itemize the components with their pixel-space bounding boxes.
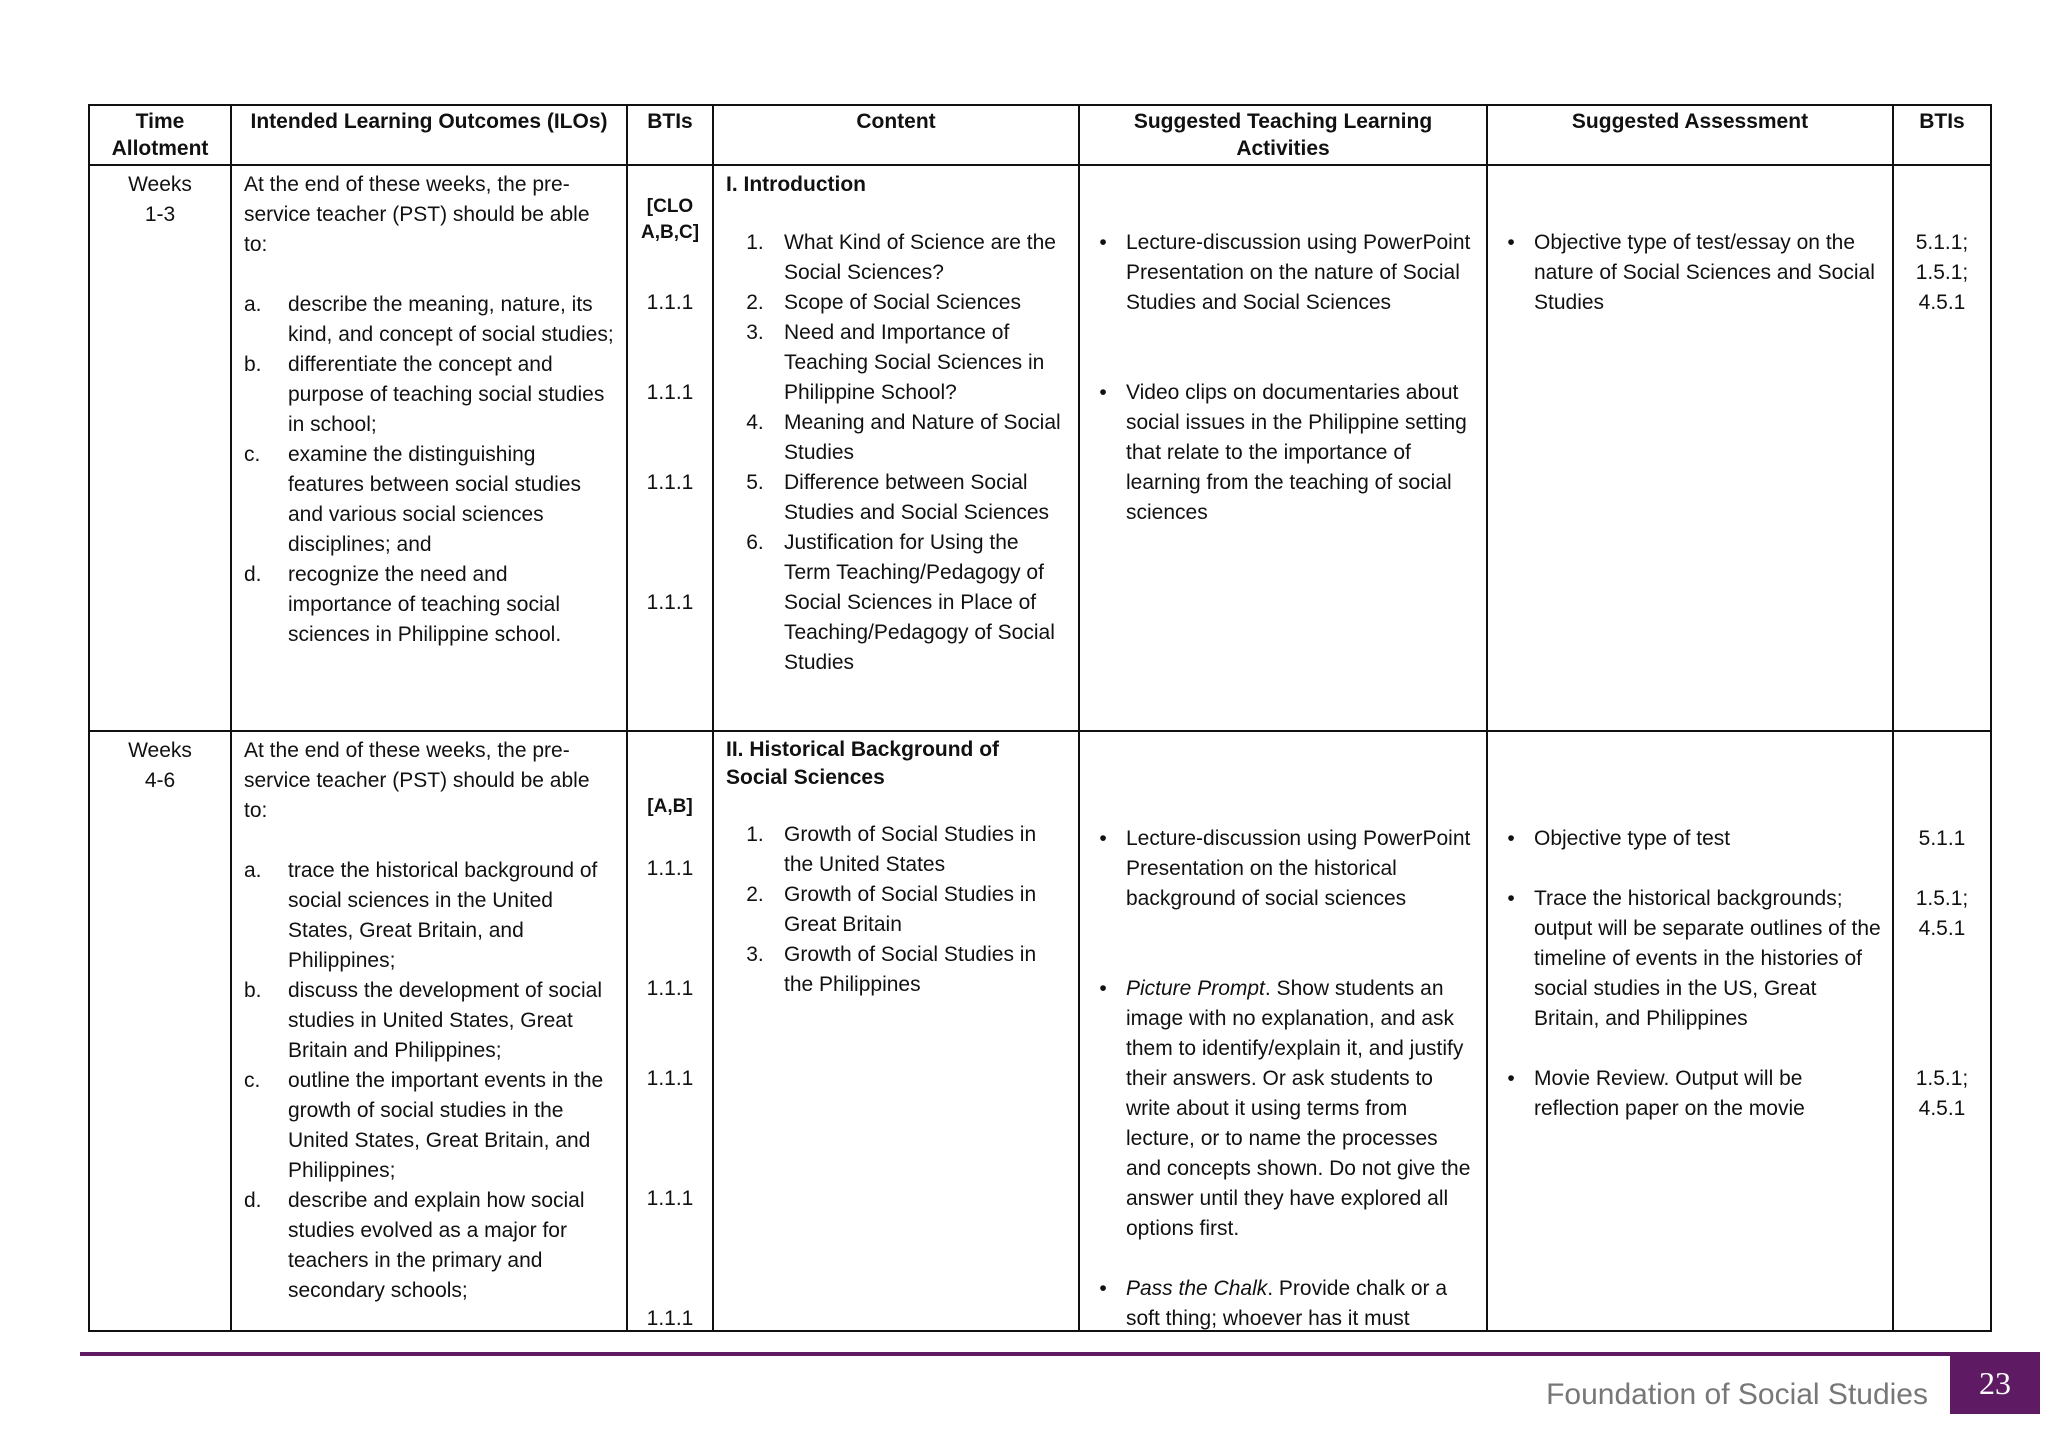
list-marker: 5. [746,471,764,494]
activity-lead: Picture Prompt [1126,977,1265,1000]
list-text: discuss the development of social studies in United States, Great Britain and Philippines; [288,979,603,1062]
btis-2-cell [1893,731,1991,1331]
list-item [726,528,1066,678]
bullet-text: Movie Review. Output will be reflection paper on the movie [1534,1067,1805,1120]
list-marker: 4. [746,411,764,434]
list-item [726,468,1066,528]
activity-body: . Provide chalk or a soft thing; whoever has it must [1126,1277,1448,1330]
header-time-allotment: Time Allotment [89,105,231,165]
list-marker: a. [244,293,262,316]
activity-lead: Pass the Chalk [1126,1277,1268,1300]
time-allotment-cell [89,165,231,731]
list-marker: b. [244,353,262,376]
list-text: Scope of Social Sciences [784,291,1021,314]
list-marker: b. [244,979,262,1002]
list-text: Meaning and Nature of Social Studies [784,411,1061,464]
btis-value: 1.1.1 [646,471,694,494]
list-marker: d. [244,563,262,586]
header-activities: Suggested Teaching Learning Activities [1079,105,1487,165]
btis-value: 4.5.1 [1918,1097,1966,1120]
btis-value: 1.5.1; [1915,887,1969,910]
list-item [244,290,614,350]
btis-value: 1.1.1 [646,977,694,1000]
btis-value: 1.1.1 [646,1187,694,1210]
list-text: trace the historical background of social sciences in the United States, Great Britain, and Philippines; [288,859,598,972]
list-marker: a. [244,859,262,882]
bullet-icon: • [1507,827,1515,850]
bullet-icon: • [1507,231,1515,254]
bullet-text: Objective type of test/essay on the nature of Social Sciences and Social Studies [1534,231,1875,314]
list-text: differentiate the concept and purpose of teaching social studies in school; [288,353,605,436]
btis-value: 1.1.1 [646,291,694,314]
assessment-cell [1487,165,1893,731]
list-marker: d. [244,1189,262,1212]
bullet-icon: • [1507,887,1515,910]
list-marker: 3. [746,321,764,344]
header-assessment: Suggested Assessment [1487,105,1893,165]
bullet-text: Lecture-discussion using PowerPoint Presentation on the nature of Social Studies and Social Sciences [1126,231,1471,314]
btis-value: 1.1.1 [646,591,694,614]
ilo-cell [231,731,627,1331]
bullet-text: Trace the historical backgrounds; output will be separate outlines of the timeline of events in the histories of social studies in the US, Great Britain, and Philippines [1534,887,1881,1030]
btis-cell [627,165,713,731]
btis-2-cell [1893,165,1991,731]
list-marker: 3. [746,943,764,966]
list-text: outline the important events in the growth of social studies in the United States, Great Britain, and Philippines; [288,1069,604,1182]
bullet-item [1488,228,1884,318]
list-text: Growth of Social Studies in the United States [784,823,1037,876]
table-row [89,731,1991,1331]
btis-clo-label: [CLO A,B,C] [640,196,700,243]
bullet-text: Lecture-discussion using PowerPoint Presentation on the historical background of social sciences [1126,827,1471,910]
time-weeks-range: 4-6 [144,769,176,792]
bullet-item [1080,974,1478,1244]
activities-cell [1079,731,1487,1331]
ilo-intro: At the end of these weeks, the pre-service teacher (PST) should be able to: [244,739,590,822]
bullet-icon: • [1099,827,1107,850]
list-item [244,856,614,976]
bullet-text: Video clips on documentaries about social issues in the Philippine setting that relate to the importance of learning from the teaching of social sciences [1126,381,1467,524]
list-text: examine the distinguishing features between social studies and various social sciences disciplines; and [288,443,582,556]
list-item [244,1186,614,1306]
list-item [244,560,614,650]
bullet-item [1080,824,1478,914]
list-text: Justification for Using the Term Teaching/Pedagogy of Social Sciences in Place of Teaching/Pedagogy of Social Studies [784,531,1055,674]
list-text: describe and explain how social studies evolved as a major for teachers in the primary and secondary schools; [288,1189,585,1302]
btis-value: 1.1.1 [646,1067,694,1090]
content-cell [713,731,1079,1331]
list-item [726,228,1066,288]
list-item [726,880,1066,940]
content-title: I. Introduction [726,173,866,196]
time-weeks-label: Weeks [128,739,192,762]
bullet-item [1488,884,1884,1034]
content-cell [713,165,1079,731]
list-marker: 1. [746,823,764,846]
bullet-text: Objective type of test [1534,827,1731,850]
btis-value: 4.5.1 [1918,917,1966,940]
list-marker: 2. [746,291,764,314]
assessment-cell [1487,731,1893,1331]
btis-value: 4.5.1 [1918,291,1966,314]
list-marker: 2. [746,883,764,906]
bullet-text [1126,974,1478,1244]
header-btis: BTIs [627,105,713,165]
list-item [726,408,1066,468]
header-btis-2: BTIs [1893,105,1991,165]
list-marker: 1. [746,231,764,254]
bullet-item [1488,1064,1884,1124]
content-title: II. Historical Background of Social Sciences [726,738,1000,789]
time-weeks-range: 1-3 [144,203,176,226]
list-marker: 6. [746,531,764,554]
btis-value: 5.1.1 [1918,827,1966,850]
list-text: Growth of Social Studies in Great Britain [784,883,1037,936]
list-text: describe the meaning, nature, its kind, and concept of social studies; [288,293,614,346]
bullet-icon: • [1099,381,1107,404]
list-text: Growth of Social Studies in the Philippines [784,943,1037,996]
bullet-text [1126,1274,1478,1334]
time-weeks-label: Weeks [128,173,192,196]
ilo-intro: At the end of these weeks, the pre-service teacher (PST) should be able to: [244,173,590,256]
activity-body: . Show students an image with no explanation, and ask them to identify/explain it, and justify their answers. Or ask students to write about it using terms from lecture, or to name the processes and concepts shown. Do not give the answer until they have explored all options first. [1126,977,1471,1240]
list-item [244,976,614,1066]
bullet-icon: • [1099,231,1107,254]
course-plan-table [88,104,1992,1332]
ilo-cell [231,165,627,731]
bullet-item [1488,824,1884,854]
list-item [244,350,614,440]
list-item [726,940,1066,1000]
bullet-item [1080,378,1478,528]
bullet-item [1080,1274,1478,1334]
btis-cell [627,731,713,1331]
list-marker: c. [244,1069,261,1092]
table-row [89,165,1991,731]
list-marker: c. [244,443,261,466]
table-header-row [89,105,1991,165]
bullet-icon: • [1507,1067,1515,1090]
btis-value: 1.1.1 [646,381,694,404]
list-text: Need and Importance of Teaching Social Sciences in Philippine School? [784,321,1045,404]
list-item [726,820,1066,880]
list-item [244,1066,614,1186]
btis-value: 1.1.1 [646,1307,694,1330]
list-item [244,440,614,560]
header-ilos: Intended Learning Outcomes (ILOs) [231,105,627,165]
btis-ab-label: [A,B] [647,796,693,817]
list-item [726,318,1066,408]
bullet-item [1080,228,1478,318]
btis-value: 1.5.1; [1915,1067,1969,1090]
list-text: Difference between Social Studies and Social Sciences [784,471,1049,524]
list-text: recognize the need and importance of teaching social sciences in Philippine school. [288,563,562,646]
page-number: 23 [1950,1352,2040,1414]
bullet-icon: • [1099,1277,1107,1300]
bullet-icon: • [1099,977,1107,1000]
footer-title: Foundation of Social Studies [1546,1378,1928,1411]
list-item [726,288,1066,318]
activities-cell [1079,165,1487,731]
btis-value: 5.1.1; [1915,231,1969,254]
time-allotment-cell [89,731,231,1331]
btis-value: 1.1.1 [646,857,694,880]
footer-divider [80,1352,1950,1356]
btis-value: 1.5.1; [1915,261,1969,284]
header-content: Content [713,105,1079,165]
list-text: What Kind of Science are the Social Sciences? [784,231,1056,284]
